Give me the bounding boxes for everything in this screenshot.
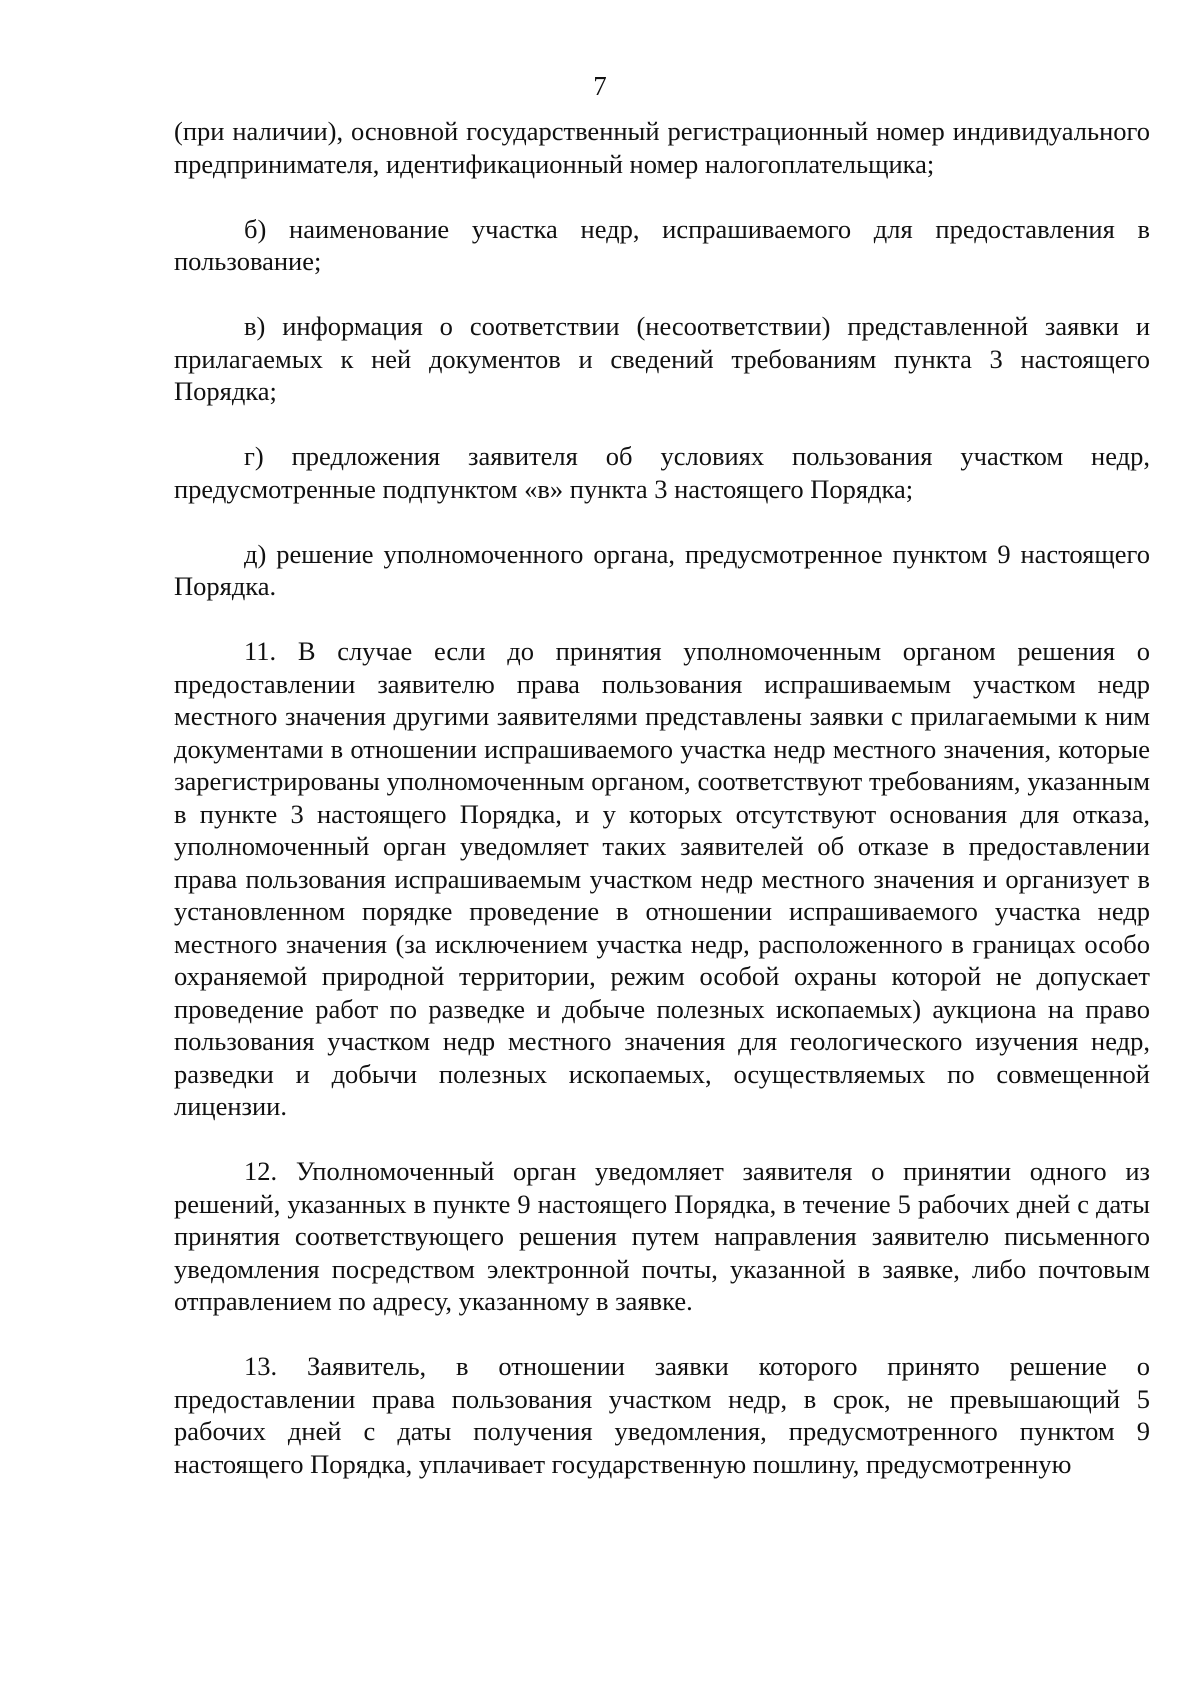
paragraph-item-v: в) информация о соответствии (несоответствии) представленной заявки и прилагаемых к ней документов и сведений требованиям пункта 3 настоящего Порядка; xyxy=(174,311,1150,406)
paragraph-item-d: д) решение уполномоченного органа, предусмотренное пунктом 9 настоящего Порядка. xyxy=(174,538,1150,601)
paragraph-point-12: 12. Уполномоченный орган уведомляет заявителя о принятии одного из решений, указанных в пункте 9 настоящего Порядка, в течение 5 рабочих дней с даты принятия соответствующего решения путем направления заявителю письменного уведомления посредством электронной почты, указанной в заявке, либо почтовым отправлением по адресу, указанному в заявке. xyxy=(174,1156,1150,1316)
paragraph-item-g: г) предложения заявителя об условиях пользования участком недр, предусмотренные подпунктом «в» пункта 3 настоящего Порядка; xyxy=(174,441,1150,504)
paragraph-point-13: 13. Заявитель, в отношении заявки которого принято решение о предоставлении права пользования участком недр, в срок, не превышающий 5 рабочих дней с даты получения уведомления, предусмотренного пунктом 9 настоящего Порядка, уплачивает государственную пошлину, предусмотренную xyxy=(174,1351,1150,1479)
document-body xyxy=(174,115,1150,1480)
paragraph-continuation: (при наличии), основной государственный регистрационный номер индивидуального предпринимателя, идентификационный номер налогоплательщика; xyxy=(174,116,1150,179)
paragraph-point-11: 11. В случае если до принятия уполномоченным органом решения о предоставлении заявителю права пользования испрашиваемым участком недр местного значения другими заявителями представлены заявки с прилагаемыми к ним документами в отношении испрашиваемого участка недр местного значения, которые зарегистрированы уполномоченным органом, соответствуют требованиям, указанным в пункте 3 настоящего Порядка, и у которых отсутствуют основания для отказа, уполномоченный орган уведомляет таких заявителей об отказе в предоставлении права пользования испрашиваемым участком недр местного значения и организует в установленном порядке проведение в отношении испрашиваемого участка недр местного значения (за исключением участка недр, расположенного в границах особо охраняемой природной территории, режим особой охраны которой не допускает проведение работ по разведке и добыче полезных ископаемых) аукциона на право пользования участком недр местного значения для геологического изучения недр, разведки и добычи полезных ископаемых, осуществляемых по совмещенной лицензии. xyxy=(174,636,1150,1121)
page-number: 7 xyxy=(593,71,607,101)
paragraph-item-b: б) наименование участка недр, испрашиваемого для предоставления в пользование; xyxy=(174,213,1150,276)
